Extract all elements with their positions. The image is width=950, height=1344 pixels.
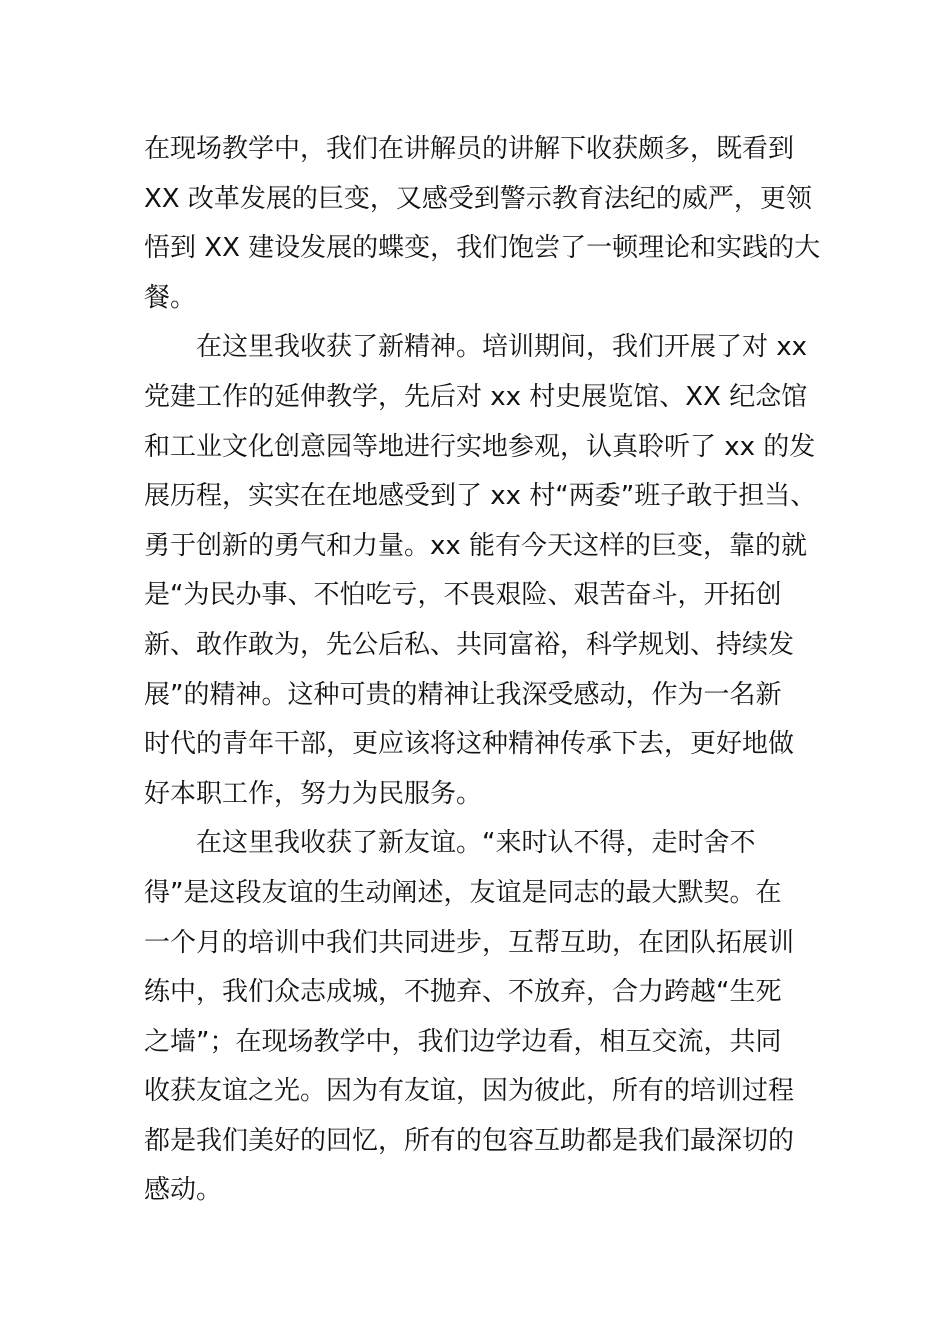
text-line: 在这里我收获了新友谊。“来时认不得，走时舍不 bbox=[196, 828, 756, 859]
text-line: 党建工作的延伸教学，先后对 xx 村史展览馆、XX 纪念馆 bbox=[144, 381, 808, 412]
text-line: 在这里我收获了新精神。培训期间，我们开展了对 xx bbox=[196, 332, 808, 363]
paragraph bbox=[144, 819, 809, 1216]
text-line: 时代的青年干部，更应该将这种精神传承下去，更好地做 bbox=[144, 729, 795, 760]
text-line: 之墙”；在现场教学中，我们边学边看，相互交流，共同 bbox=[144, 1026, 782, 1057]
text-line: 是“为民办事、不怕吃亏，不畏艰险、艰苦奋斗，开拓创 bbox=[144, 580, 782, 611]
text-line: 展历程，实实在在地感受到了 xx 村“两委”班子敢于担当、 bbox=[144, 481, 817, 512]
text-line: 收获友谊之光。因为有友谊，因为彼此，所有的培训过程 bbox=[144, 1076, 795, 1107]
paragraph bbox=[144, 125, 821, 323]
paragraph bbox=[144, 323, 817, 819]
text-line: 好本职工作，努力为民服务。 bbox=[144, 778, 483, 809]
body-text bbox=[144, 125, 821, 1216]
text-line: 餐。 bbox=[144, 282, 197, 313]
text-line: 展”的精神。这种可贵的精神让我深受感动，作为一名新 bbox=[144, 679, 782, 710]
text-line: 练中，我们众志成城，不抛弃、不放弃，合力跨越“生死 bbox=[144, 977, 782, 1008]
text-line: 都是我们美好的回忆，所有的包容互助都是我们最深切的 bbox=[144, 1125, 795, 1156]
text-line: 得”是这段友谊的生动阐述，友谊是同志的最大默契。在 bbox=[144, 877, 782, 908]
text-line: 和工业文化创意园等地进行实地参观，认真聆听了 xx 的发 bbox=[144, 431, 816, 462]
text-line: 在现场教学中，我们在讲解员的讲解下收获颇多，既看到 bbox=[144, 134, 795, 164]
text-line: 新、敢作敢为，先公后私、共同富裕，科学规划、持续发 bbox=[144, 629, 795, 660]
text-line: 勇于创新的勇气和力量。xx 能有今天这样的巨变，靠的就 bbox=[144, 530, 808, 561]
text-line: 感动。 bbox=[144, 1175, 223, 1206]
text-line: 悟到 XX 建设发展的蝶变，我们饱尝了一顿理论和实践的大 bbox=[144, 233, 821, 264]
text-line: XX 改革发展的巨变，又感受到警示教育法纪的威严，更领 bbox=[144, 183, 812, 214]
text-line: 一个月的培训中我们共同进步，互帮互助，在团队拓展训 bbox=[144, 927, 795, 958]
